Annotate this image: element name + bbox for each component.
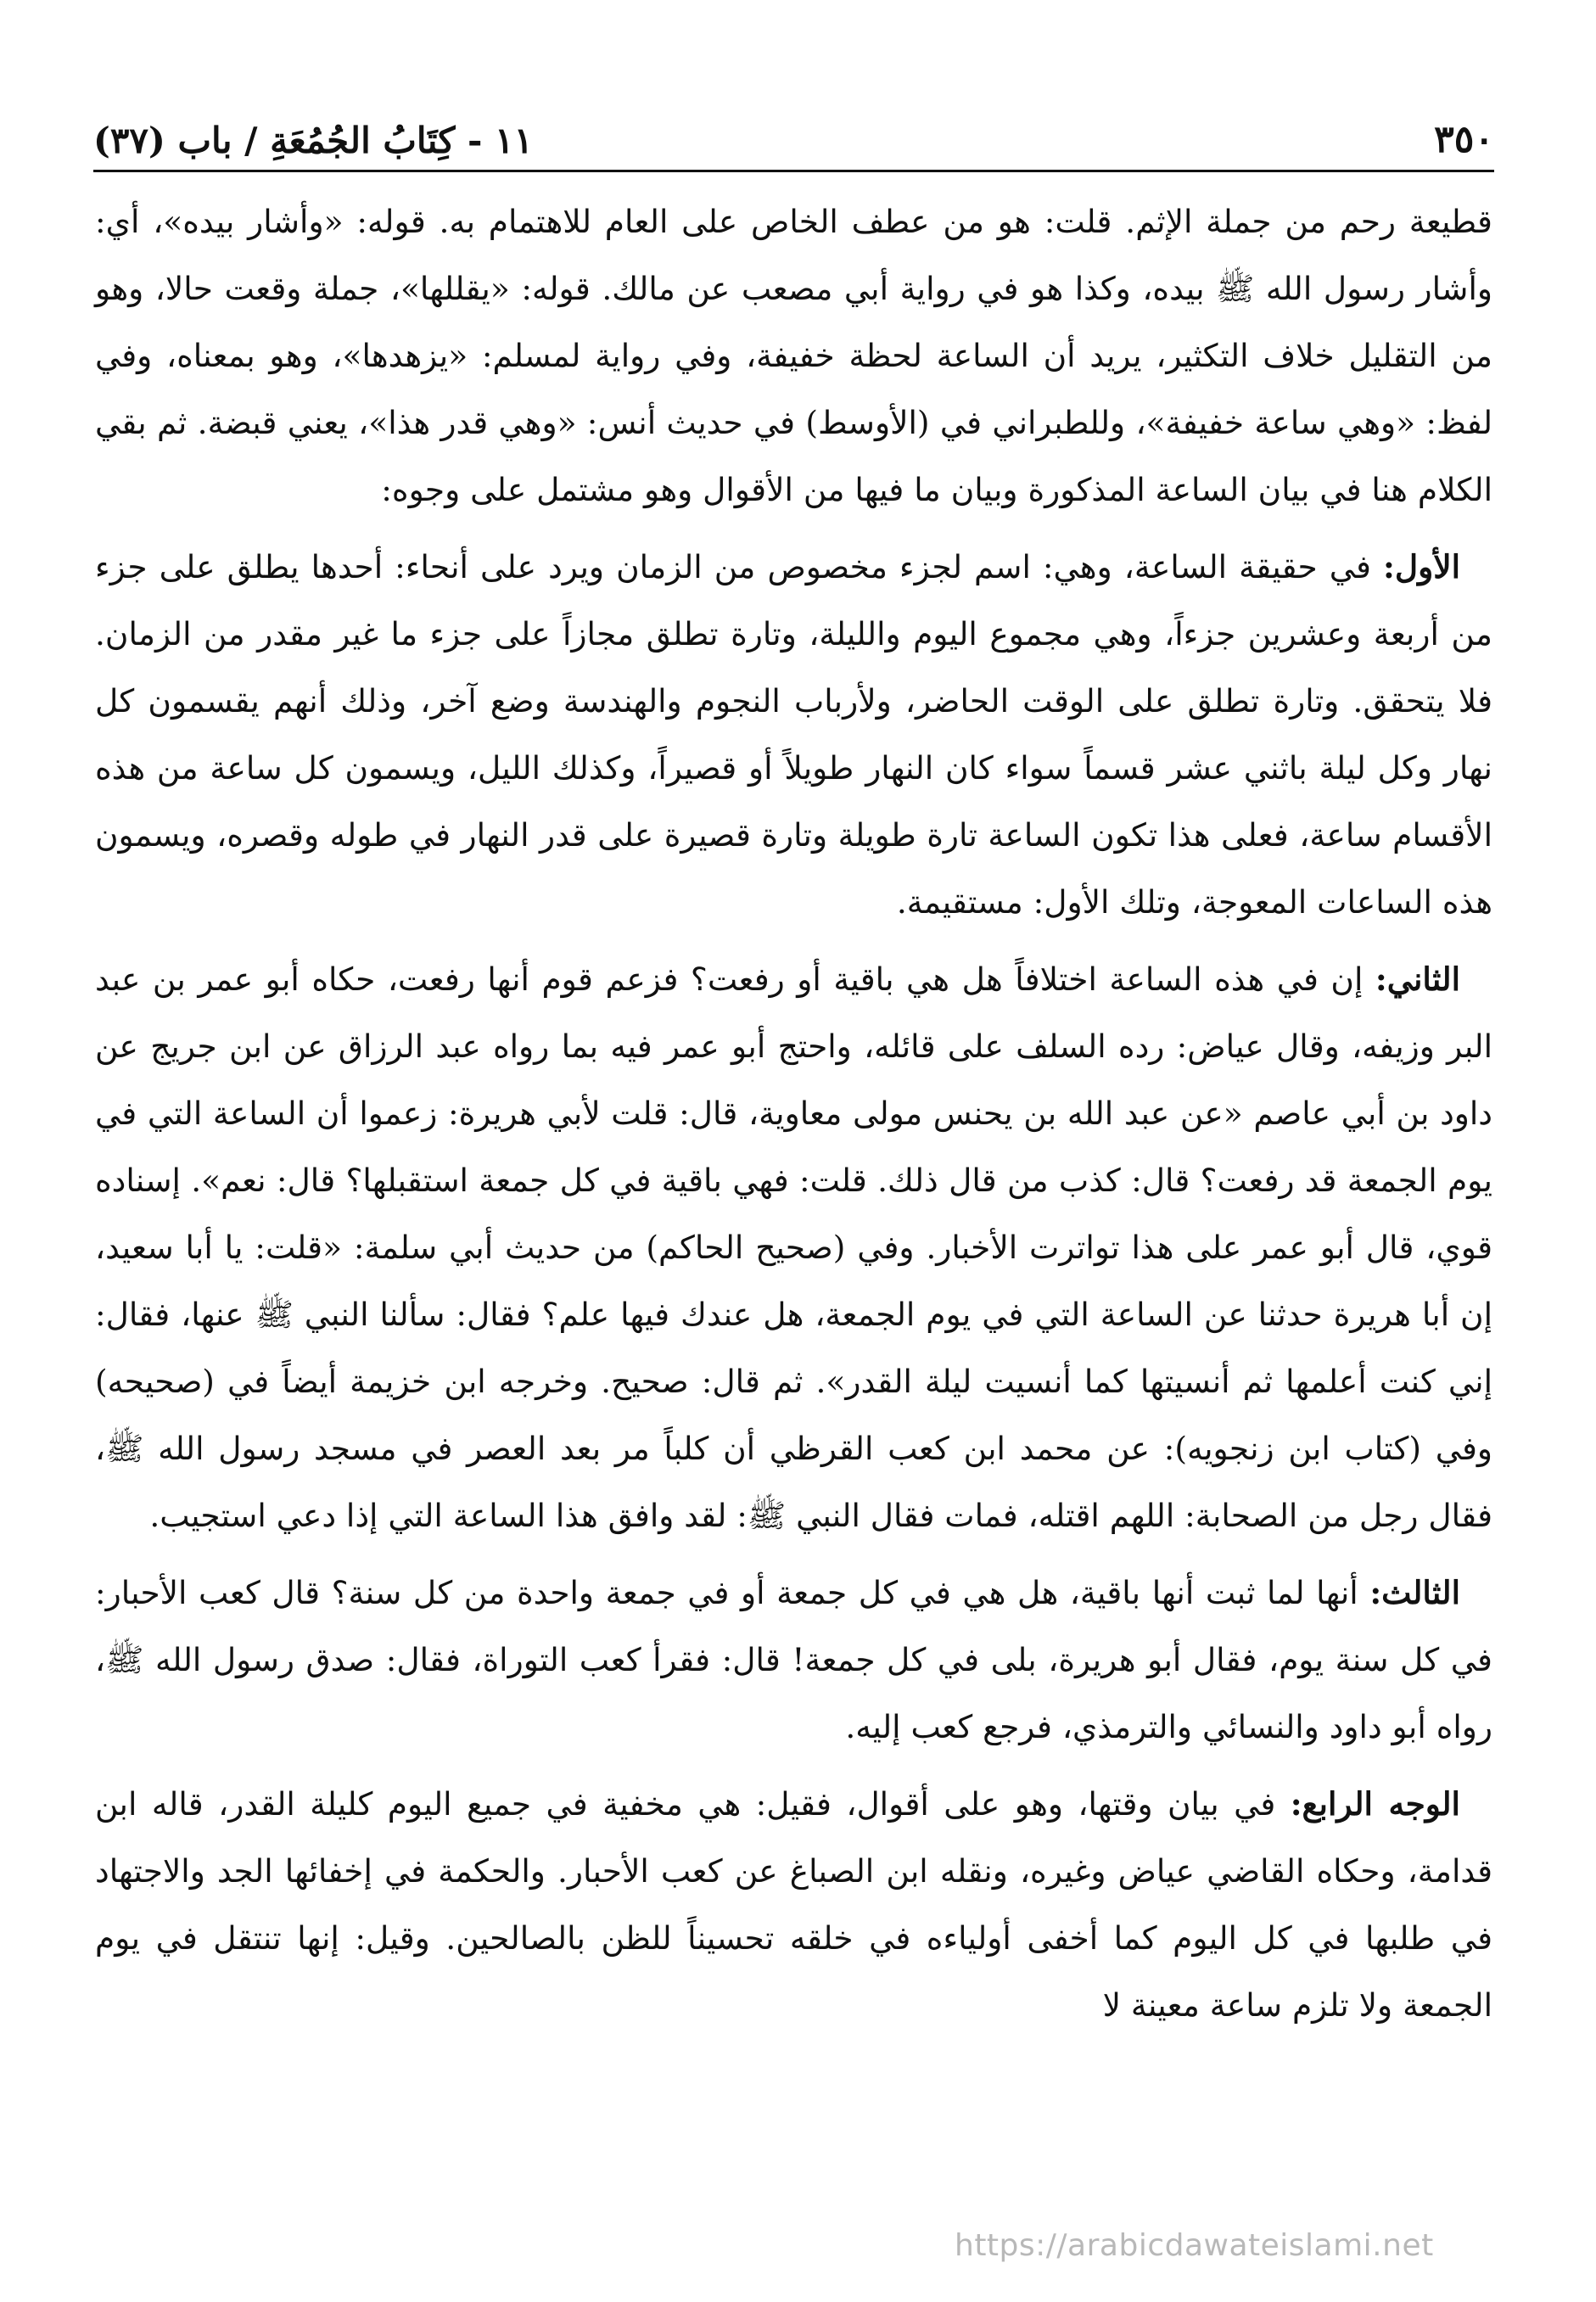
paragraph-lead: الأول:	[1383, 548, 1461, 585]
paragraph-text: قطيعة رحم من جملة الإثم. قلت: هو من عطف الخاص على العام للاهتمام به. قوله: «وأشار بيده»، أي: وأشار رسول الله ﷺ بيده، وكذا هو في رواية أبي مصعب عن مالك. قوله: «يقللها»، جملة وقعت حالا، وهو من التقليل خلاف التكثير، يريد أن الساعة لحظة خفيفة، وفي رواية لمسلم: «يزهدها»، وهو بمعناه، وفي لفظ: «وهي ساعة خفيفة»، وللطبراني في (الأوسط) في حديث أنس: «وهي قدر هذا»، يعني قبضة. ثم بقي الكلام هنا في بيان الساعة المذكورة وبيان ما فيها من الأقوال وهو مشتمل على وجوه:	[95, 203, 1492, 508]
watermark-url: https://arabicdawateislami.net	[955, 2228, 1434, 2263]
paragraph-lead: الثاني:	[1375, 961, 1460, 998]
header-rule	[93, 170, 1494, 172]
paragraph-text: إن في هذه الساعة اختلافاً هل هي باقية أو رفعت؟ فزعم قوم أنها رفعت، حكاه أبو عمر بن عبد البر وزيفه، وقال عياض: رده السلف على قائله، واحتج أبو عمر فيه بما رواه عبد الرزاق عن ابن جريج عن داود بن أبي عاصم «عن عبد الله بن يحنس مولى معاوية، قال: قلت لأبي هريرة: زعموا أن الساعة التي في يوم الجمعة قد رفعت؟ قال: كذب من قال ذلك. قلت: فهي باقية في كل جمعة استقبلها؟ قال: نعم». إسناده قوي، قال أبو عمر على هذا تواترت الأخبار. وفي (صحيح الحاكم) من حديث أبي سلمة: «قلت: يا أبا سعيد، إن أبا هريرة حدثنا عن الساعة التي في يوم الجمعة، هل عندك فيها علم؟ فقال: سألنا النبي ﷺ عنها، فقال: إني كنت أعلمها ثم أنسيتها كما أنسيت ليلة القدر». ثم قال: صحيح. وخرجه ابن خزيمة أيضاً في (صحيحه) وفي (كتاب ابن زنجويه): عن محمد ابن كعب القرظي أن كلباً مر بعد العصر في مسجد رسول الله ﷺ، فقال رجل من الصحابة: اللهم اقتله، فمات فقال النبي ﷺ: لقد وافق هذا الساعة التي إذا دعي استجيب.	[95, 961, 1492, 1534]
running-title: ١١ - كِتَابُ الجُمُعَةِ / باب (٣٧)	[93, 120, 534, 161]
body-text	[95, 188, 1492, 2049]
page-number: ٣٥٠	[1434, 118, 1494, 161]
paragraph-first-aspect	[95, 534, 1492, 936]
paragraph-fourth-aspect	[95, 1771, 1492, 2039]
paragraph-second-aspect	[95, 946, 1492, 1549]
paragraph-lead: الوجه الرابع:	[1290, 1785, 1460, 1823]
paragraph-text: أنها لما ثبت أنها باقية، هل هي في كل جمعة أو في جمعة واحدة من كل سنة؟ قال كعب الأحبار: في كل سنة يوم، فقال أبو هريرة، بلى في كل جمعة! قال: فقرأ كعب التوراة، فقال: صدق رسول الله ﷺ، رواه أبو داود والنسائي والترمذي، فرجع كعب إليه.	[95, 1574, 1492, 1745]
paragraph-text: في بيان وقتها، وهو على أقوال، فقيل: هي مخفية في جميع اليوم كليلة القدر، قاله ابن قدامة، وحكاه القاضي عياض وغيره، ونقله ابن الصباغ عن كعب الأحبار. والحكمة في إخفائها الجد والاجتهاد في طلبها في كل اليوم كما أخفى أولياءه في خلقه تحسيناً للظن بالصالحين. وقيل: إنها تنتقل في يوم الجمعة ولا تلزم ساعة معينة لا	[95, 1785, 1492, 2024]
page-header	[93, 93, 1494, 161]
paragraph-third-aspect	[95, 1560, 1492, 1761]
paragraph-text: في حقيقة الساعة، وهي: اسم لجزء مخصوص من الزمان ويرد على أنحاء: أحدها يطلق على جزء من أربعة وعشرين جزءاً، وهي مجموع اليوم والليلة، وتارة تطلق مجازاً على جزء ما غير مقدر من الزمان. فلا يتحقق. وتارة تطلق على الوقت الحاضر، ولأرباب النجوم والهندسة وضع آخر، وذلك أنهم يقسمون كل نهار وكل ليلة باثني عشر قسماً سواء كان النهار طويلاً أو قصيراً، وكذلك الليل، ويسمون كل ساعة من هذه الأقسام ساعة، فعلى هذا تكون الساعة تارة طويلة وتارة قصيرة على قدر النهار في طوله وقصره، ويسمون هذه الساعات المعوجة، وتلك الأول: مستقيمة.	[95, 548, 1492, 921]
paragraph-lead: الثالث:	[1369, 1574, 1460, 1611]
paragraph-intro	[95, 188, 1492, 524]
